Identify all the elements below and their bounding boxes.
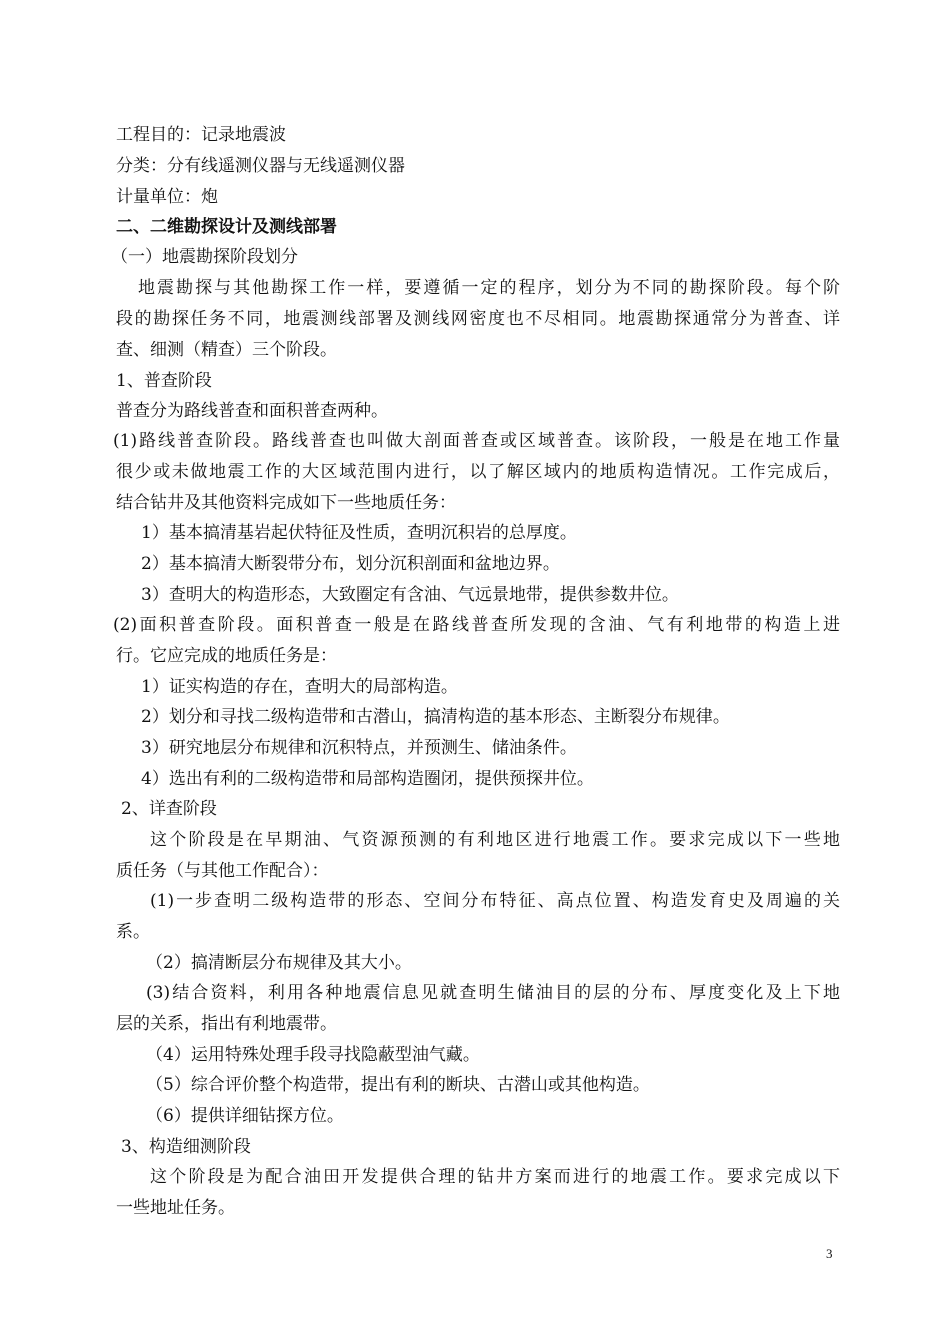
page-number: 3 xyxy=(826,1246,833,1261)
text-line: 计量单位：炮 xyxy=(116,187,218,207)
paragraph-line: 行。它应完成的地质任务是： xyxy=(116,646,337,666)
list-item: 2）基本搞清大断裂带分布，划分沉积剖面和盆地边界。 xyxy=(141,554,560,574)
paragraph-line: 这个阶段是为配合油田开发提供合理的钻井方案而进行的地震工作。要求完成以下 xyxy=(150,1167,840,1187)
text-line: 普查分为路线普查和面积普查两种。 xyxy=(116,401,388,421)
paragraph-line: 查、细测（精查）三个阶段。 xyxy=(116,340,337,360)
section-heading: 二、二维勘探设计及测线部署 xyxy=(116,217,337,237)
subsection-heading: （一）地震勘探阶段划分 xyxy=(111,247,298,267)
item-heading: 1、普查阶段 xyxy=(116,371,212,391)
paragraph-line: 很少或未做地震工作的大区域范围内进行，以了解区域内的地质构造情况。工作完成后， xyxy=(116,462,840,482)
paragraph-line: (2)面积普查阶段。面积普查一般是在路线普查所发现的含油、气有利地带的构造上进 xyxy=(113,615,840,635)
list-item: 1）基本搞清基岩起伏特征及性质，查明沉积岩的总厚度。 xyxy=(141,523,577,543)
paragraph-line: 这个阶段是在早期油、气资源预测的有利地区进行地震工作。要求完成以下一些地 xyxy=(150,830,840,850)
paragraph-line: 结合钻井及其他资料完成如下一些地质任务： xyxy=(116,493,456,513)
paragraph-line: (3)结合资料，利用各种地震信息见就查明生储油目的层的分布、厚度变化及上下地 xyxy=(146,983,840,1003)
list-item: （2）搞清断层分布规律及其大小。 xyxy=(146,953,412,973)
paragraph-line: 质任务（与其他工作配合）： xyxy=(116,861,329,881)
list-item: （6）提供详细钻探方位。 xyxy=(146,1106,344,1126)
paragraph-line: 一些地址任务。 xyxy=(116,1198,235,1218)
paragraph-line: (1)路线普查阶段。路线普查也叫做大剖面普查或区域普查。该阶段，一般是在地工作量 xyxy=(113,431,840,451)
text-line: 工程目的：记录地震波 xyxy=(116,125,286,145)
list-item: 4）选出有利的二级构造带和局部构造圈闭，提供预探井位。 xyxy=(141,769,594,789)
item-heading: 3、构造细测阶段 xyxy=(121,1137,251,1157)
list-item: （4）运用特殊处理手段寻找隐蔽型油气藏。 xyxy=(146,1045,480,1065)
paragraph-line: 地震勘探与其他勘探工作一样，要遵循一定的程序，划分为不同的勘探阶段。每个阶 xyxy=(138,278,840,298)
list-item: 3）研究地层分布规律和沉积特点，并预测生、储油条件。 xyxy=(141,738,577,758)
paragraph-line: 层的关系，指出有利地震带。 xyxy=(116,1014,337,1034)
list-item: 2）划分和寻找二级构造带和古潜山，搞清构造的基本形态、主断裂分布规律。 xyxy=(141,707,730,727)
list-item: 1）证实构造的存在，查明大的局部构造。 xyxy=(141,677,458,697)
paragraph-line: 段的勘探任务不同，地震测线部署及测线网密度也不尽相同。地震勘探通常分为普查、详 xyxy=(116,309,840,329)
text-line: 分类：分有线遥测仪器与无线遥测仪器 xyxy=(116,156,405,176)
paragraph-line: (1)一步查明二级构造带的形态、空间分布特征、高点位置、构造发育史及周遍的关 xyxy=(150,891,840,911)
item-heading: 2、详查阶段 xyxy=(121,799,217,819)
paragraph-line: 系。 xyxy=(116,922,150,942)
list-item: 3）查明大的构造形态，大致圈定有含油、气远景地带，提供参数井位。 xyxy=(141,585,679,605)
list-item: （5）综合评价整个构造带，提出有利的断块、古潜山或其他构造。 xyxy=(146,1075,650,1095)
